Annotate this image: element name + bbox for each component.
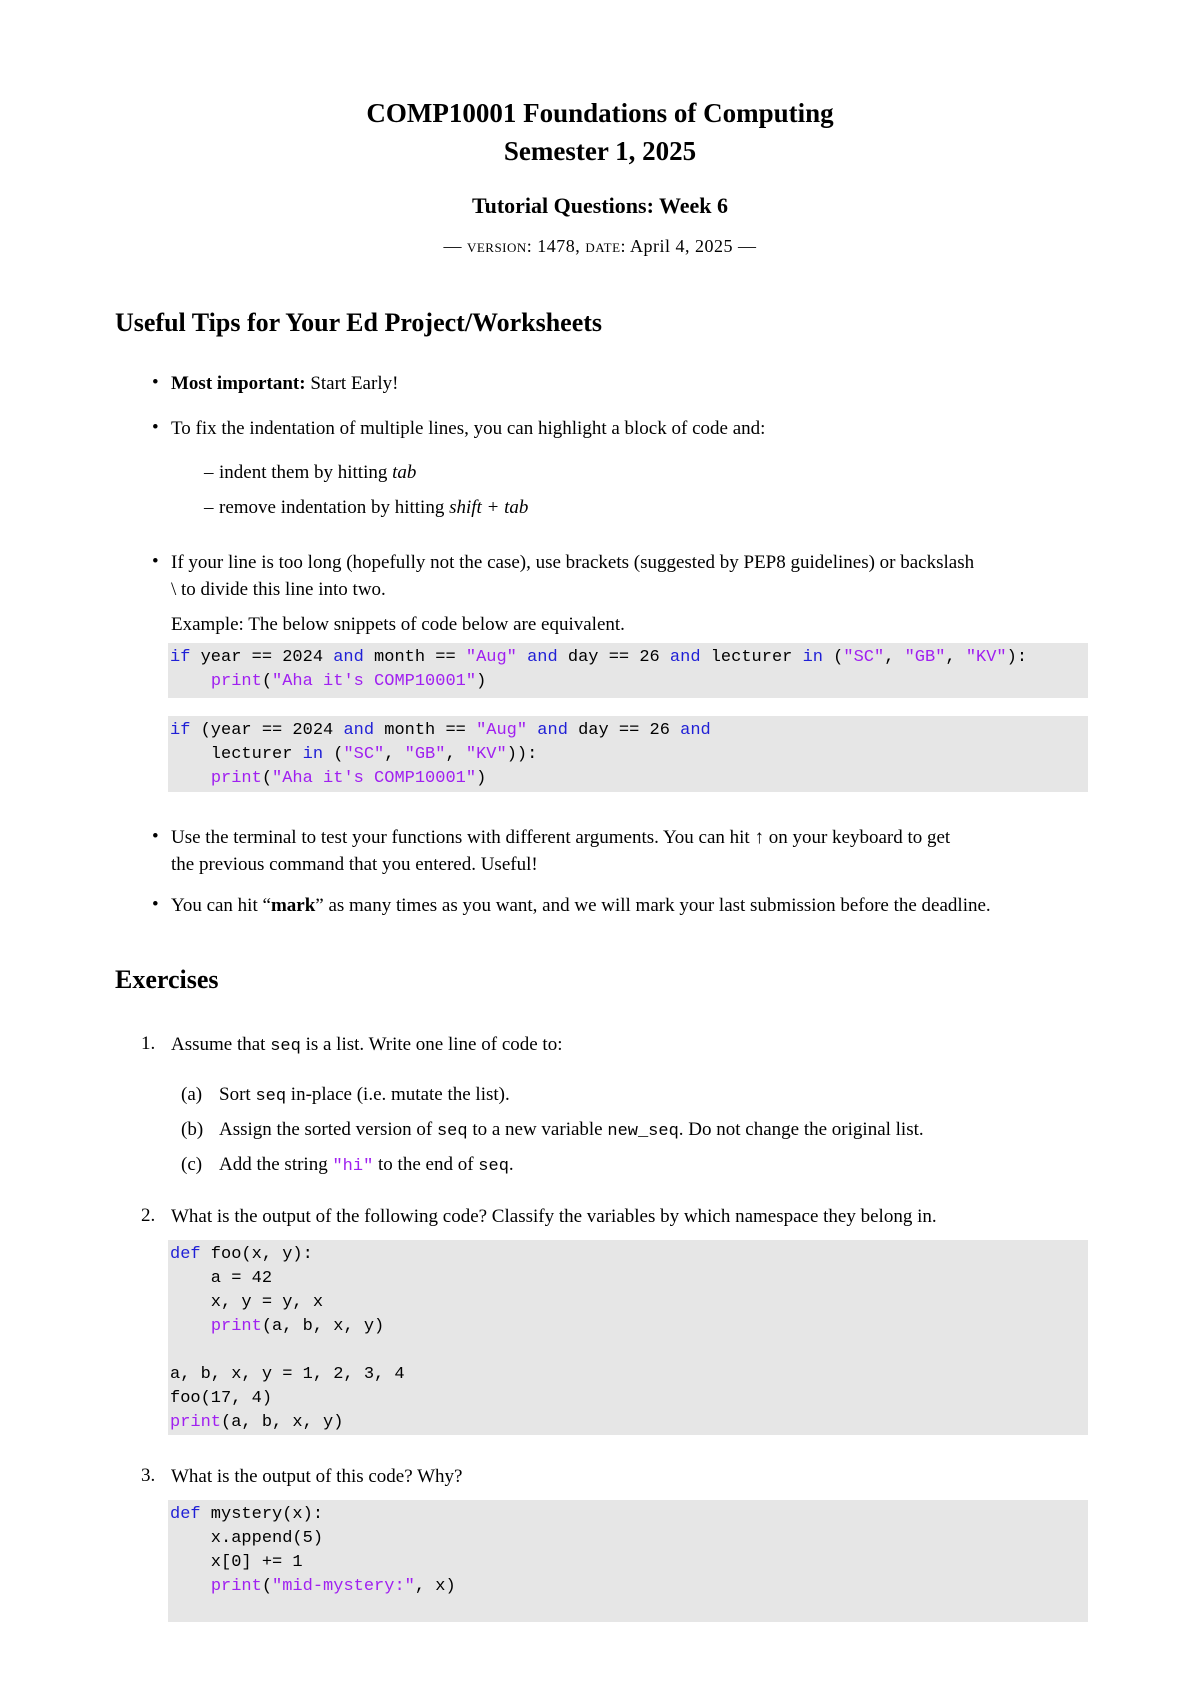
code-block-namespaces: def foo(x, y): a = 42 x, y = y, x print(a, b, x, y) a, b, x, y = 1, 2, 3, 4 foo(17, 4) print(a, b, x, y) (168, 1240, 1088, 1435)
code-block-mystery: def mystery(x): x.append(5) x[0] += 1 print("mid-mystery:", x) (168, 1500, 1088, 1622)
tips-heading: Useful Tips for Your Ed Project/Worksheets (115, 308, 603, 337)
tip-start-early: Most important: Start Early! (171, 373, 399, 394)
question-number: 3. (141, 1465, 156, 1486)
part-label: (b) (181, 1119, 204, 1140)
tip-terminal: Use the terminal to test your functions with different arguments. You can hit ↑ on your keyboard to get the previous command that you entered. Useful! (171, 827, 951, 875)
dash-icon: – (204, 462, 214, 483)
tutorial-title: Tutorial Questions: Week 6 (471, 193, 729, 218)
bullet-icon: • (152, 551, 159, 572)
part-label: (c) (181, 1154, 203, 1175)
question-1-text: Assume that seq is a list. Write one line of code to: (171, 1034, 563, 1056)
code-snippet-brackets: if (year == 2024 and month == "Aug" and day == 26 and lecturer in ("SC", "GB", "KV")): print("Aha it's COMP10001") (168, 716, 1088, 792)
tip-indent-tab: indent them by hitting tab (219, 462, 417, 483)
question-number: 2. (141, 1205, 156, 1226)
question-3-text: What is the output of this code? Why? (171, 1466, 463, 1487)
course-title: COMP10001 Foundations of Computing (366, 98, 834, 128)
question-number: 1. (141, 1033, 156, 1054)
example-text: Example: The below snippets of code below are equivalent. (171, 614, 625, 635)
question-1a-text: Sort seq in-place (i.e. mutate the list). (219, 1084, 510, 1106)
question-1c-text: Add the string "hi" to the end of seq. (219, 1154, 514, 1176)
version-line: — version: 1478, date: April 4, 2025 — (443, 236, 757, 256)
tip-mark: You can hit “mark” as many times as you want, and we will mark your last submission before the deadline. (171, 895, 991, 916)
bullet-icon: • (152, 417, 159, 438)
bullet-icon: • (152, 826, 159, 847)
tip-long-lines: If your line is too long (hopefully not the case), use brackets (suggested by PEP8 guidelines) or backslash \ to divide this line into two. (171, 552, 975, 600)
tip-indentation: To fix the indentation of multiple lines, you can highlight a block of code and: (171, 418, 766, 439)
semester-title: Semester 1, 2025 (503, 136, 697, 166)
exercises-heading: Exercises (115, 965, 219, 994)
bullet-icon: • (152, 372, 159, 393)
code-snippet-one-line: if year == 2024 and month == "Aug" and day == 26 and lecturer in ("SC", "GB", "KV"): print("Aha it's COMP10001") (168, 643, 1088, 698)
question-1b-text: Assign the sorted version of seq to a new variable new_seq. Do not change the original list. (219, 1119, 924, 1141)
dash-icon: – (204, 497, 214, 518)
tip-unindent-shift-tab: remove indentation by hitting shift + tab (219, 497, 529, 518)
part-label: (a) (181, 1084, 203, 1105)
question-2-text: What is the output of the following code? Classify the variables by which namespace they belong in. (171, 1206, 937, 1227)
bullet-icon: • (152, 894, 159, 915)
